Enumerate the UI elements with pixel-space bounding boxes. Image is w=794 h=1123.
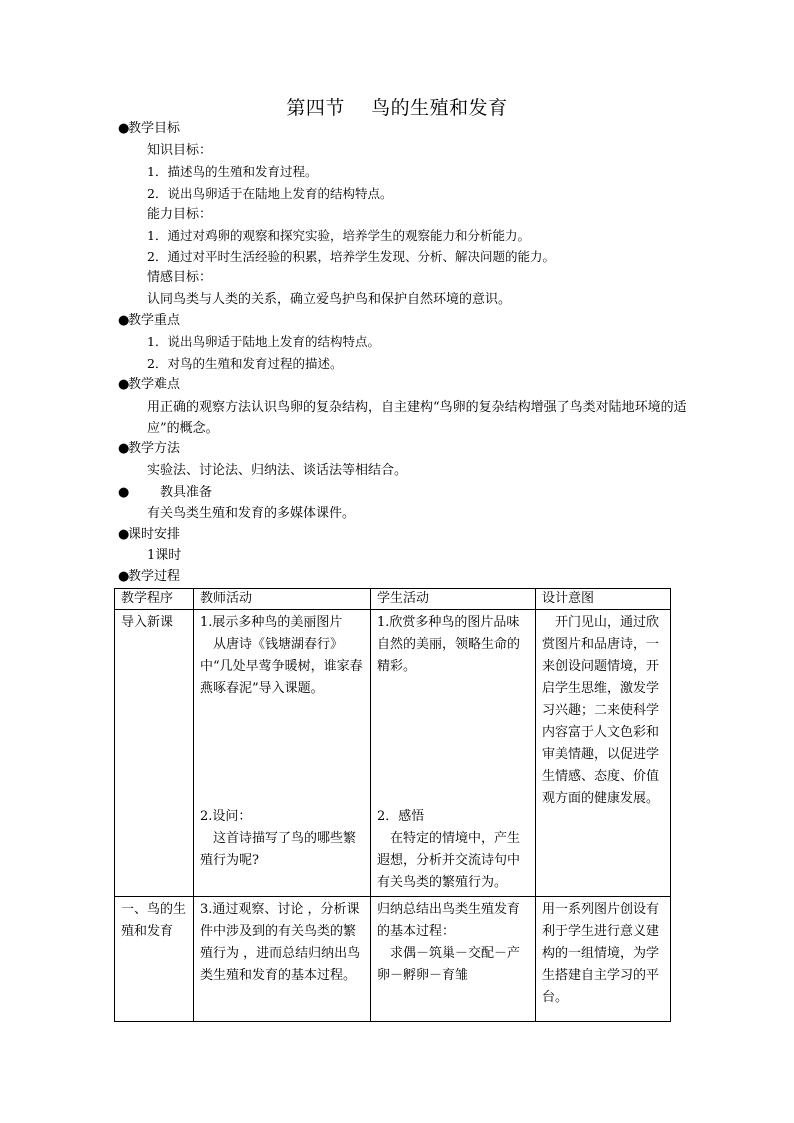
stage-label: 导入新课 [121, 615, 174, 630]
section-heading-schedule: ●课时安排 [118, 527, 181, 542]
table-row [115, 610, 671, 897]
schedule-text: 1课时 [147, 548, 182, 563]
table-header-cell: 教师活动 [194, 589, 371, 610]
student-step-detail: 求偶－筑巢－交配－产卵－孵卵－育雏 [377, 946, 521, 983]
table-header-cell: 教学程序 [115, 589, 194, 610]
intent-cell: 用一系列图片创设有利于学生进行意义建构的一组情境，为学生搭建自主学习的平台。 [536, 897, 671, 1022]
knowledge-label: 知识目标： [147, 143, 213, 158]
student-cell [371, 897, 536, 1022]
section-heading-key-points: ●教学重点 [118, 313, 181, 328]
methods-text: 实验法、讨论法、归纳法、谈话法等相结合。 [147, 463, 408, 478]
materials-text: 有关鸟类生殖和发育的多媒体课件。 [147, 506, 356, 521]
bullet-icon: ● [118, 485, 130, 500]
knowledge-item: 1．描述鸟的生殖和发育过程。 [147, 164, 318, 179]
teacher-step: 1.展示多种鸟的美丽图片 [200, 615, 343, 630]
table-header-cell: 设计意图 [536, 589, 671, 610]
emotion-text: 认同鸟类与人类的关系，确立爱鸟护鸟和保护自然环境的意识。 [147, 292, 512, 307]
section-heading-materials: ● 教具准备 [118, 485, 213, 500]
stage-cell: 一、鸟的生殖和发育 [115, 897, 194, 1022]
ability-item: 1．通过对鸡卵的观察和探究实验，培养学生的观察能力和分析能力。 [147, 228, 530, 243]
teacher-step: 2.设问： [200, 809, 252, 824]
difficulties-text: 用正确的观察方法认识鸟卵的复杂结构，自主建构“鸟卵的复杂结构增强了鸟类对陆地环境的适应”的概念。 [147, 400, 687, 436]
table-header-cell: 学生活动 [371, 589, 536, 610]
ability-label: 能力目标： [147, 207, 213, 222]
section-heading-difficulties: ●教学难点 [118, 377, 181, 392]
teacher-cell [194, 610, 371, 897]
section-heading-process: ●教学过程 [118, 569, 181, 584]
spacer [200, 700, 364, 806]
bullet-icon: ● [118, 441, 130, 456]
bullet-icon: ● [118, 313, 130, 328]
bullet-icon: ● [118, 527, 130, 542]
section-heading-methods: ●教学方法 [118, 441, 181, 456]
teacher-cell: 3.通过观察、讨论 ，分析课件中涉及到的有关鸟类的繁殖行为 ，进而总结归纳出鸟类生殖和发育的基本过程。 [194, 897, 371, 1022]
spacer [377, 678, 529, 806]
table-header-row [115, 589, 671, 610]
table-row [115, 897, 671, 1022]
bullet-icon: ● [118, 377, 130, 392]
bullet-icon: ● [118, 121, 130, 136]
student-step: 1.欣赏多种鸟的图片品味自然的美丽，领略生命的精彩。 [377, 615, 521, 674]
ability-item: 2．通过对平时生活经验的积累，培养学生发现、分析、解决问题的能力。 [147, 249, 555, 264]
intent-cell: 开门见山，通过欣赏图片和品唐诗，一来创设问题情境，开启学生思维，激发学习兴趣；二来使科学内容富于人文色彩和审美情趣，以促进学生情感、态度、价值观方面的健康发展。 [536, 610, 671, 897]
student-step: 2．感悟 [377, 809, 425, 824]
student-step: 归纳总结出鸟类生殖发育的基本过程： [377, 902, 521, 939]
student-step-detail: 在特定的情境中，产生遐想，分析并交流诗句中有关鸟类的繁殖行为。 [377, 831, 521, 890]
knowledge-item: 2．说出鸟卵适于在陆地上发育的结构特点。 [147, 186, 393, 201]
key-point-item: 1．说出鸟卵适于陆地上发育的结构特点。 [147, 334, 380, 349]
process-table [114, 588, 671, 1022]
emotion-label: 情感目标： [147, 270, 213, 285]
key-point-item: 2．对鸟的生殖和发育过程的描述。 [147, 356, 343, 371]
stage-cell [115, 610, 194, 897]
teacher-step-detail: 从唐诗《钱塘湖春行》中“几处早莺争暖树，谁家春燕啄春泥”导入课题。 [200, 637, 363, 696]
bullet-icon: ● [118, 569, 130, 584]
student-cell [371, 610, 536, 897]
page-title: 第四节 鸟的生殖和发育 [286, 97, 508, 119]
section-heading-objectives: ●教学目标 [118, 121, 181, 136]
teacher-step-detail: 这首诗描写了鸟的哪些繁殖行为呢? [200, 831, 357, 868]
